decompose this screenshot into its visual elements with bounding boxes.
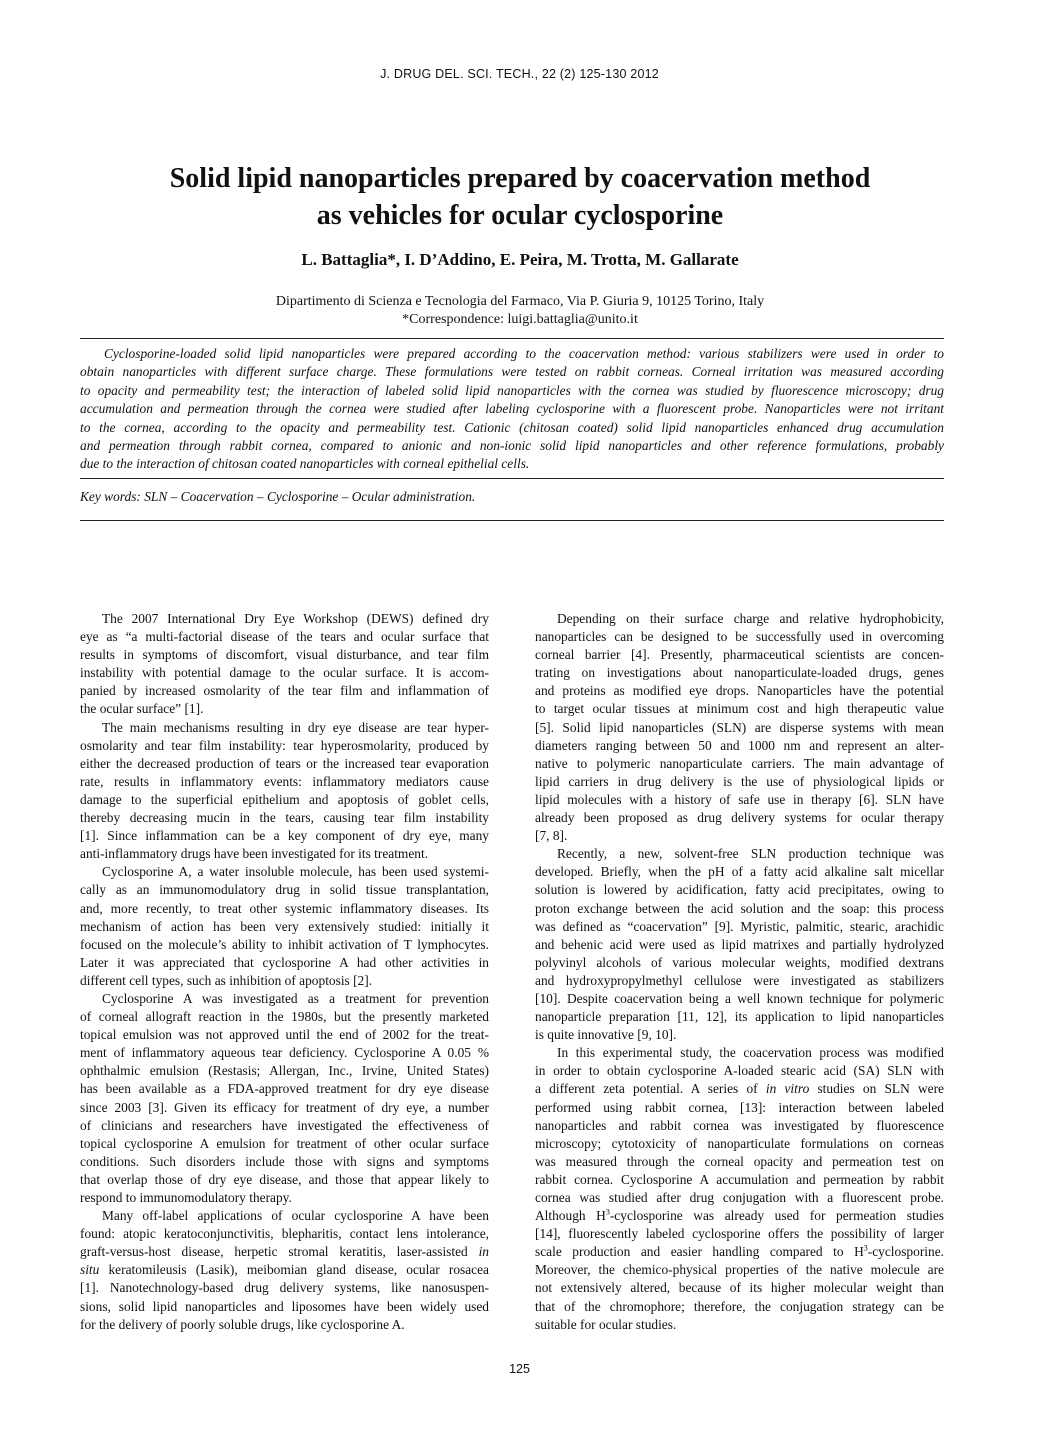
paragraph xyxy=(535,1044,944,1334)
title-line-1: Solid lipid nanoparticles prepared by coacervation method xyxy=(169,163,871,194)
text-line: panied by increased osmolarity of the tear film and inflammation of xyxy=(80,683,489,699)
abstract-line: and permeation through rabbit cornea, compared to anionic and non-ionic solid lipid nanoparticles and other reference formulations, probably xyxy=(80,438,944,454)
affiliation-address: Dipartimento di Scienza e Tecnologia del Farmaco, Via P. Giuria 9, 10125 Torino, Italy xyxy=(275,294,765,309)
text-line: [1]. Since inflammation can be a key component of dry eye, many xyxy=(80,828,489,844)
text-line: lipid molecules with a history of safe use in therapy [6]. SLN have xyxy=(535,791,944,807)
text-line: ment of inflammatory aqueous tear deficiency. Cyclosporine A 0.05 % xyxy=(80,1045,489,1061)
paragraph xyxy=(80,1207,489,1334)
text-line: suitable for ocular studies. xyxy=(535,1316,677,1332)
text-line: nanoparticle preparation [11, 12], its application to lipid nanoparticles xyxy=(535,1009,944,1025)
text-line: results in symptoms of discomfort, visual disturbance, and tear film xyxy=(80,647,489,663)
text-line: Depending on their surface charge and relative hydrophobicity, xyxy=(557,611,944,626)
text-line: and behenic acid were used as lipid matrixes and partially hydrolyzed xyxy=(535,936,944,952)
body-column-left xyxy=(80,610,489,1334)
text-line: in order to obtain cyclosporine A-loaded stearic acid (SA) SLN with xyxy=(535,1063,944,1079)
keywords: Key words: SLN – Coacervation – Cyclosporine – Ocular administration. xyxy=(80,489,476,504)
text-line: trating on investigations about nanoparticulate-loaded drugs, genes xyxy=(535,665,944,681)
abstract-line: to the cornea, according to the opacity and permeability test. Cationic (chitosan coated) solid lipid nanoparticles enhanced drug accumulation xyxy=(80,419,944,435)
paragraph xyxy=(535,845,944,1044)
text-line: conditions. Such disorders include those with signs and symptoms xyxy=(80,1153,489,1169)
text-line: and hydroxypropylmethyl cellulose were investigated as stabilizers xyxy=(535,972,944,988)
text-line: a different zeta potential. A series of in vitro studies on SLN were xyxy=(535,1081,944,1097)
text-line: either the decreased production of tears or the increased tear evaporation xyxy=(80,755,489,771)
text-line: not extensively altered, because of its higher molecular weight than xyxy=(535,1280,944,1296)
text-line: the ocular surface” [1]. xyxy=(80,701,204,717)
text-line: diameters ranging between 50 and 1000 nm and represent an alter- xyxy=(535,737,944,753)
text-line: lipid carriers in drug delivery is the use of physiological lipids or xyxy=(535,773,944,789)
text-line: nanoparticles can be designed to be successfully used in overcoming xyxy=(535,629,944,645)
text-line: of clinicians and researchers have investigated the effectiveness of xyxy=(80,1117,489,1133)
body-column-right xyxy=(535,610,944,1334)
text-line: focused on the molecule’s ability to inhibit activation of T lymphocytes. xyxy=(80,936,489,952)
text-line: developed. Briefly, when the pH of a fatty acid alkaline salt micellar xyxy=(535,864,944,880)
text-line: was defined as “coacervation” [9]. Myristic, palmitic, stearic, arachidic xyxy=(535,918,944,934)
page-number: 125 xyxy=(509,1362,530,1376)
paragraph xyxy=(535,610,944,845)
rule-middle xyxy=(80,478,944,479)
text-line: and proteins as modified eye drops. Nanoparticles have the potential xyxy=(535,683,944,699)
text-line: instability with potential damage to the ocular surface. It is accom- xyxy=(80,665,489,681)
text-line: anti-inflammatory drugs have been investigated for its treatment. xyxy=(80,846,429,862)
text-line: and, more recently, to treat other systemic inflammatory diseases. Its xyxy=(80,900,489,916)
article-title xyxy=(80,160,960,234)
text-line: The 2007 International Dry Eye Workshop (DEWS) defined dry xyxy=(102,611,489,626)
rule-top xyxy=(80,338,944,339)
text-line: microscopy; cytotoxicity of nanoparticulate formulations on corneas xyxy=(535,1135,944,1151)
text-line: [10]. Despite coacervation being a well known technique for polymeric xyxy=(535,990,944,1006)
text-line: rate, results in inflammatory events: inflammatory mediators cause xyxy=(80,773,489,789)
abstract xyxy=(80,345,944,474)
text-line: different cell types, such as inhibition of apoptosis [2]. xyxy=(80,972,373,988)
text-line: damage to the superficial epithelium and apoptosis of goblet cells, xyxy=(80,791,489,807)
text-line: mechanism of action has been very extensively studied: initially it xyxy=(80,918,489,934)
text-line: was measured through the corneal opacity and permeation test on xyxy=(535,1153,944,1169)
text-line: [1]. Nanotechnology-based drug delivery systems, like nanosuspen- xyxy=(80,1280,489,1296)
text-line: that of the chromophore; therefore, the conjugation strategy can be xyxy=(535,1298,944,1314)
text-line: In this experimental study, the coacervation process was modified xyxy=(557,1045,944,1061)
abstract-line: due to the interaction of chitosan coated nanoparticles with corneal epithelial cells. xyxy=(80,456,530,472)
abstract-line: Cyclosporine-loaded solid lipid nanoparticles were prepared according to the coacervation method: various stabilizers were used in order to xyxy=(104,346,944,361)
text-line: is quite innovative [9, 10]. xyxy=(535,1027,677,1043)
text-line: Cyclosporine A was investigated as a treatment for prevention xyxy=(102,990,489,1006)
affiliation xyxy=(80,293,960,329)
text-line: performed using rabbit cornea, [13]: interaction between labeled xyxy=(535,1099,944,1115)
text-line: to target ocular tissues at minimum cost and high therapeutic value xyxy=(535,701,944,717)
journal-header: J. DRUG DEL. SCI. TECH., 22 (2) 125-130 2012 xyxy=(380,67,659,81)
text-line: [5]. Solid lipid nanoparticles (SLN) are disperse systems with mean xyxy=(535,719,944,735)
text-line: thereby decreasing mucin in the tears, causing tear film instability xyxy=(80,810,489,826)
paragraph xyxy=(80,863,489,990)
text-line: Recently, a new, solvent-free SLN production technique was xyxy=(557,846,944,862)
text-line: cornea was studied after drug conjugation with a fluorescent probe. xyxy=(535,1190,944,1205)
text-line: situ keratomileusis (Lasik), meibomian gland disease, ocular rosacea xyxy=(80,1262,489,1278)
text-line: [7, 8]. xyxy=(535,828,568,844)
text-line: has been available as a FDA-approved treatment for dry eye disease xyxy=(80,1081,489,1097)
abstract-line: accumulation and permeation through the cornea were studied after labeling cyclosporine with a fluorescent probe. Nanoparticles were not irritant xyxy=(80,401,944,417)
text-line: since 2003 [3]. Given its efficacy for treatment of dry eye, a number xyxy=(80,1099,489,1115)
text-line: topical emulsion was not approved until the end of 2002 for the treat- xyxy=(80,1027,489,1043)
text-line: solution is lowered by acidification, fatty acid precipitates, owing to xyxy=(535,882,944,898)
text-line: sions, solid lipid nanoparticles and liposomes have been widely used xyxy=(80,1298,489,1314)
text-line: already been proposed as drug delivery systems for ocular therapy xyxy=(535,810,944,826)
text-line: of corneal allograft reaction in the 1980s, but the presently marketed xyxy=(80,1009,489,1025)
text-line: eye as “a multi-factorial disease of the tears and ocular surface that xyxy=(80,629,489,645)
text-line: The main mechanisms resulting in dry eye disease are tear hyper- xyxy=(102,719,489,735)
text-line: nanoparticles and rabbit cornea was investigated by fluorescence xyxy=(535,1117,944,1133)
text-line: osmolarity and tear film instability: tear hyperosmolarity, produced by xyxy=(80,737,489,753)
text-line: rabbit cornea. Cyclosporine A accumulation and permeation by rabbit xyxy=(535,1171,944,1187)
title-line-2: as vehicles for ocular cyclosporine xyxy=(316,200,724,231)
paragraph xyxy=(80,719,489,864)
text-line: cally as an immunomodulatory drug in solid tissue transplantation, xyxy=(80,882,489,898)
text-line: respond to immunomodulatory therapy. xyxy=(80,1190,292,1205)
paragraph xyxy=(80,610,489,719)
text-line: [14], fluorescently labeled cyclosporine offers the possibility of larger xyxy=(535,1226,944,1242)
text-line: topical cyclosporine A emulsion for treatment of other ocular surface xyxy=(80,1135,489,1151)
abstract-line: to opacity and permeability test; the interaction of labeled solid lipid nanoparticles with the cornea was studied by fluorescence microscopy; drug xyxy=(80,382,944,398)
text-line: Later it was appreciated that cyclosporine A had other activities in xyxy=(80,954,489,970)
correspondence: *Correspondence: luigi.battaglia@unito.it xyxy=(402,312,638,327)
text-line: native to polymeric nanoparticulate carriers. The main advantage of xyxy=(535,755,944,771)
text-line: for the delivery of poorly soluble drugs, like cyclosporine A. xyxy=(80,1316,405,1332)
text-line: ophthalmic emulsion (Restasis; Allergan, Inc., Irvine, United States) xyxy=(80,1063,489,1079)
text-line: Moreover, the chemico-physical properties of the native molecule are xyxy=(535,1262,944,1278)
abstract-line: obtain nanoparticles with different surface charge. These formulations were tested on rabbit corneas. Corneal irritation was measured according xyxy=(80,364,944,380)
text-line: proton exchange between the acid solution and the soap: this process xyxy=(535,900,944,916)
text-line: corneal barrier [4]. Presently, pharmaceutical scientists are concen- xyxy=(535,647,944,663)
text-line: graft-versus-host disease, herpetic stromal keratitis, laser-assisted in xyxy=(80,1244,489,1260)
rule-bottom xyxy=(80,520,944,521)
text-line: that overlap those of dry eye disease, and those that appear likely to xyxy=(80,1171,489,1187)
text-line: Many off-label applications of ocular cyclosporine A have been xyxy=(102,1208,489,1224)
text-line: Cyclosporine A, a water insoluble molecule, has been used systemi- xyxy=(102,864,489,880)
author-list: L. Battaglia*, I. D’Addino, E. Peira, M. Trotta, M. Gallarate xyxy=(301,250,739,269)
text-line: polyvinyl alcohols of various molecular weights, modified dextrans xyxy=(535,954,944,970)
text-line: scale production and easier handling compared to $H^3$-cyclosporine. xyxy=(535,1243,944,1260)
text-line: found: atopic keratoconjunctivitis, blepharitis, contact lens intolerance, xyxy=(80,1226,489,1242)
text-line: Although $H^3$-cyclosporine was already used for permeation studies xyxy=(535,1207,944,1224)
paragraph xyxy=(80,990,489,1207)
